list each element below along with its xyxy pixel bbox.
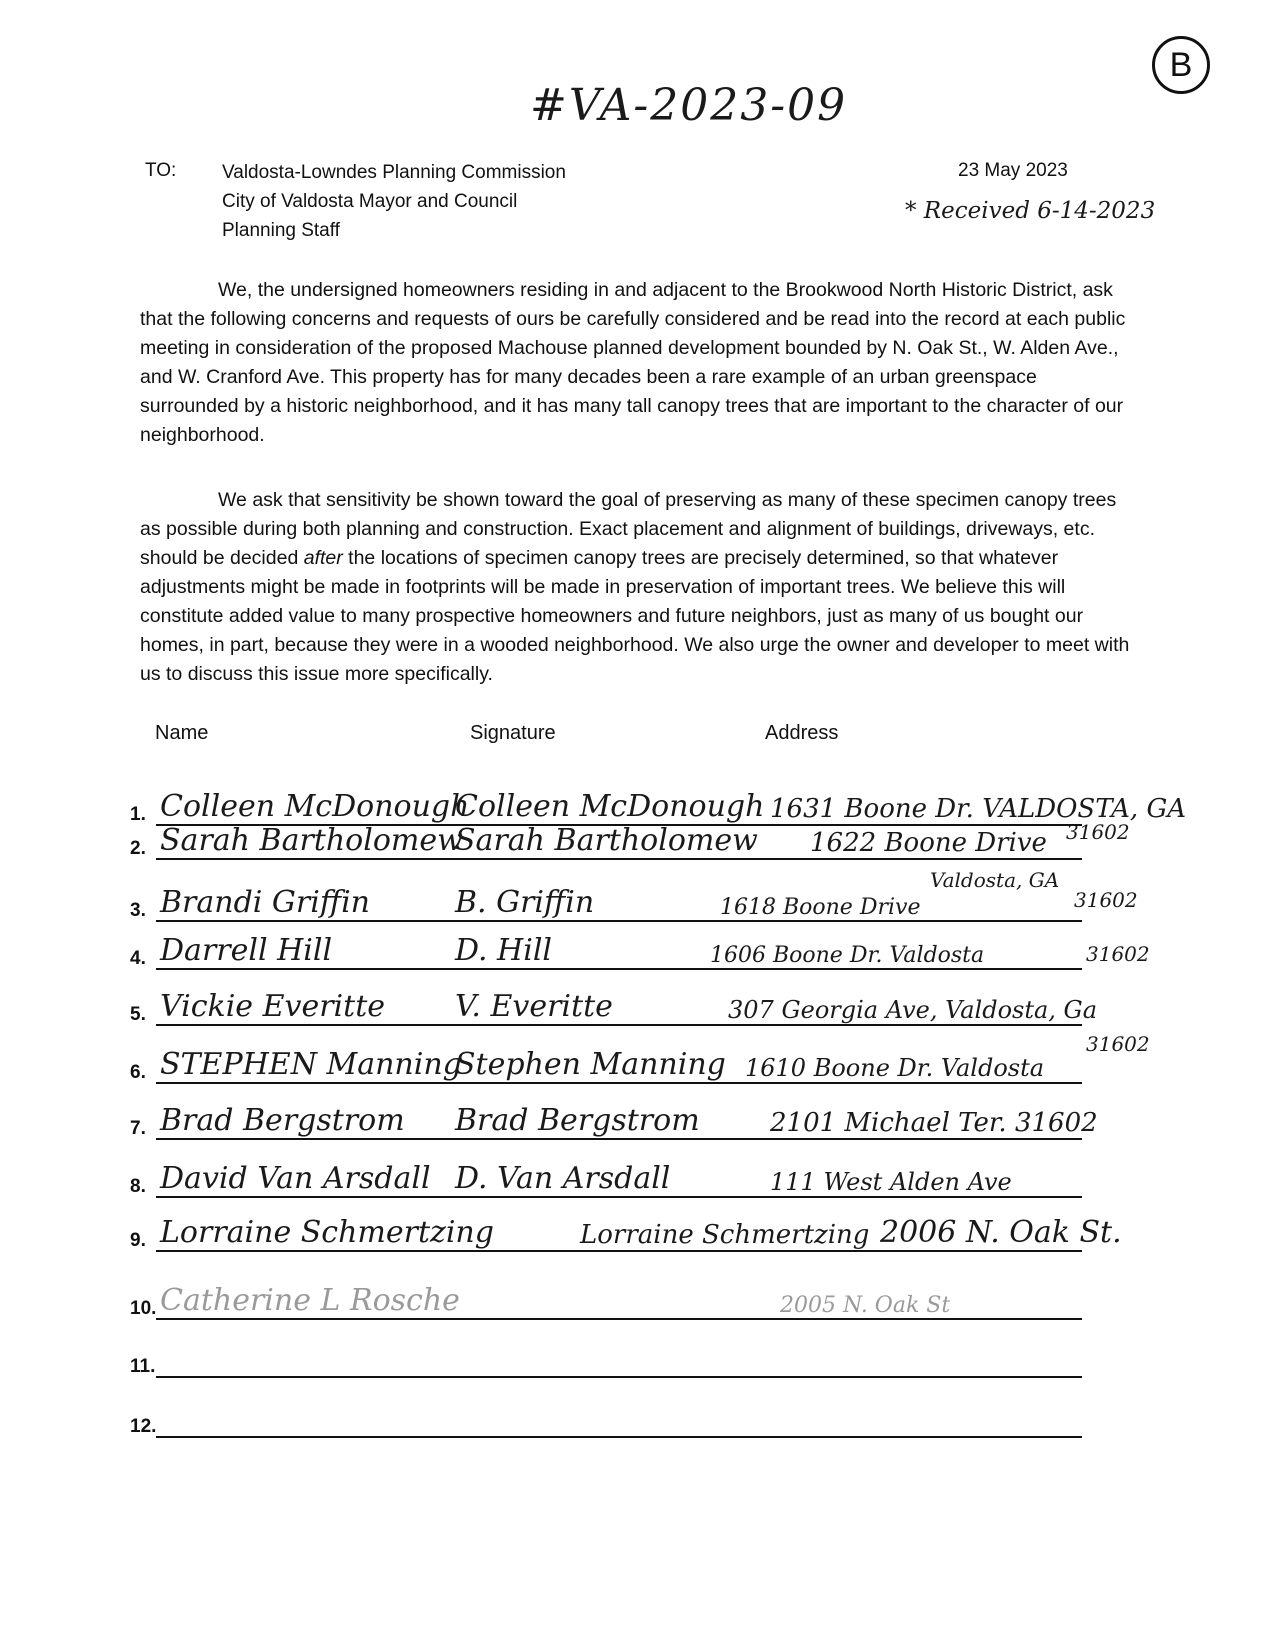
paragraph-1-text: We, the undersigned homeowners residing in and adjacent to the Brookwood North Historic District, ask that the following concerns and requests of ours be carefully considered and be read into the record at each public meeting in consideration of the proposed Machouse planned development bounded by N. Oak St., W. Alden Ave., and W. Cranford Ave. This property has for many decades been a rare example of an urban greenspace surrounded by a historic neighborhood, and it has many tall canopy trees that are important to the character of our neighborhood. <box>140 279 1126 446</box>
signer-signature: D. Van Arsdall <box>455 1161 671 1196</box>
signer-name: David Van Arsdall <box>160 1161 431 1196</box>
column-header-address: Address <box>765 722 839 744</box>
signer-address: 2006 N. Oak St. <box>880 1215 1122 1250</box>
paragraph-2-text-a: We ask that sensitivity be shown toward the goal of preserving as many of these specimen canopy trees as possible during both planning and construction. Exact placement and alignment of buildings, driveways, etc. should be decided <box>140 489 1117 569</box>
paragraph-2-text-b: the locations of specimen canopy trees are precisely determined, so that whatever adjustments might be made in footprints will be made in preservation of important trees. We believe this will constitute added value to many prospective homeowners and future neighbors, just as many of us bought our homes, in part, because they were in a wooded neighborhood. We also urge the owner and developer to meet with us to discuss this issue more specifically. <box>140 547 1130 685</box>
signer-name: STEPHEN Manning <box>160 1047 462 1082</box>
signer-name: Brandi Griffin <box>160 885 370 920</box>
signature-line <box>156 1024 1082 1026</box>
row-number: 10. <box>130 1298 157 1319</box>
signer-address: 1606 Boone Dr. Valdosta <box>710 943 985 968</box>
signer-row <box>0 1200 1275 1260</box>
signature-line <box>156 858 1082 860</box>
recipient-list <box>222 158 566 245</box>
row-number: 5. <box>130 1004 146 1025</box>
row-number: 9. <box>130 1230 146 1251</box>
signer-address: 111 West Alden Ave <box>770 1168 1012 1196</box>
recipient: City of Valdosta Mayor and Council <box>222 191 518 212</box>
signature-line <box>156 1138 1082 1140</box>
signer-row <box>0 1088 1275 1148</box>
signer-address-extra: 31602 <box>1086 1032 1150 1056</box>
signer-address: 1610 Boone Dr. Valdosta <box>745 1054 1045 1082</box>
signer-row <box>0 974 1275 1056</box>
to-label: TO: <box>145 160 177 181</box>
signer-row <box>0 918 1275 978</box>
paragraph-1 <box>140 276 1130 450</box>
circled-letter-mark <box>1152 36 1210 94</box>
signer-signature: Brad Bergstrom <box>455 1103 700 1138</box>
signer-name: Colleen McDonough <box>160 789 470 824</box>
signature-line <box>156 1250 1082 1252</box>
signer-signature: V. Everitte <box>455 989 613 1024</box>
signer-signature: Sarah Bartholomew <box>455 823 758 858</box>
case-number: #VA-2023-09 <box>530 80 848 131</box>
signer-name: Darrell Hill <box>160 933 333 968</box>
signer-address: 307 Georgia Ave, Valdosta, Ga <box>728 996 1098 1024</box>
signer-name: Vickie Everitte <box>160 989 385 1024</box>
row-number: 11. <box>130 1356 156 1377</box>
row-number: 6. <box>130 1062 146 1083</box>
row-number: 3. <box>130 900 146 921</box>
signature-line <box>156 1436 1082 1438</box>
signer-signature: Lorraine Schmertzing <box>580 1220 870 1250</box>
signer-name: Sarah Bartholomew <box>160 823 463 858</box>
signer-address: 2005 N. Oak St <box>780 1293 951 1318</box>
signer-signature: Stephen Manning <box>455 1047 726 1082</box>
signer-signature: D. Hill <box>455 933 553 968</box>
row-number: 7. <box>130 1118 146 1139</box>
signer-address: 1622 Boone Drive <box>810 828 1047 858</box>
letter-date: 23 May 2023 <box>958 160 1068 181</box>
signer-row <box>0 1032 1275 1092</box>
row-number: 12. <box>130 1416 157 1437</box>
signer-address-extra: Valdosta, GA <box>930 868 1060 892</box>
column-header-signature: Signature <box>470 722 556 744</box>
signature-line <box>156 1376 1082 1378</box>
signer-row <box>0 1146 1275 1206</box>
signature-line <box>156 1082 1082 1084</box>
signer-address: 2101 Michael Ter. 31602 <box>770 1108 1098 1138</box>
received-note: * Received 6-14-2023 <box>905 198 1156 224</box>
signer-address: 1631 Boone Dr. VALDOSTA, GA <box>770 794 1186 824</box>
signer-signature: Colleen McDonough <box>455 789 765 824</box>
circled-letter: B <box>1169 45 1193 84</box>
signer-address-extra: 31602 <box>1074 888 1138 912</box>
signature-line <box>156 1318 1082 1320</box>
signer-row <box>0 1386 1275 1446</box>
row-number: 1. <box>130 804 146 825</box>
signer-row <box>0 1326 1275 1386</box>
signer-name: Brad Bergstrom <box>160 1103 405 1138</box>
column-header-name: Name <box>155 722 209 744</box>
paragraph-2-emphasis: after <box>303 547 343 569</box>
signer-row <box>0 1268 1275 1328</box>
row-number: 2. <box>130 838 146 859</box>
paragraph-2 <box>140 486 1130 689</box>
row-number: 4. <box>130 948 146 969</box>
signer-name: Lorraine Schmertzing <box>160 1215 494 1250</box>
recipient: Valdosta-Lowndes Planning Commission <box>222 162 566 183</box>
signer-address-extra: 31602 <box>1066 820 1130 844</box>
signer-signature: B. Griffin <box>455 885 595 920</box>
signature-line <box>156 968 1082 970</box>
signer-name: Catherine L Rosche <box>160 1283 460 1318</box>
signer-address-extra: 31602 <box>1086 942 1150 966</box>
recipient: Planning Staff <box>222 220 340 241</box>
signer-address: 1618 Boone Drive <box>720 895 921 920</box>
row-number: 8. <box>130 1176 146 1197</box>
signature-line <box>156 1196 1082 1198</box>
signer-row <box>0 808 1275 892</box>
